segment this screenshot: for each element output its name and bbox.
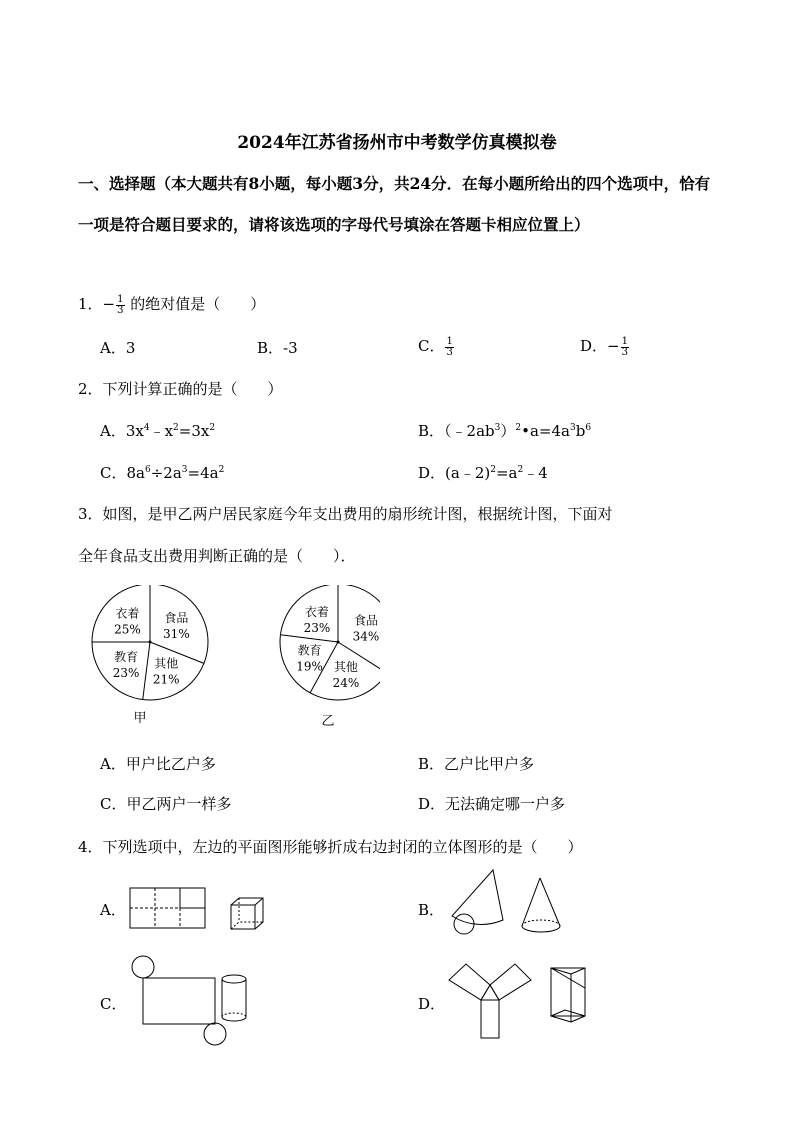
q4-option-b-label[interactable]: B． xyxy=(418,901,445,919)
pie-center xyxy=(149,641,152,644)
cube-icon xyxy=(231,898,263,929)
q4-option-d-figure[interactable] xyxy=(445,958,595,1043)
pie-value-clothing: 23% xyxy=(303,621,331,636)
q2-option-d[interactable]: D．$(a﹣2)^2=a^2﹣4$ xyxy=(418,464,548,482)
center-triangle xyxy=(481,985,499,1000)
pie-value-clothing: 25% xyxy=(114,622,141,637)
q2-option-a[interactable]: A．$3x^4﹣x^2=3x^2$ xyxy=(100,422,216,440)
q4-option-c-label[interactable]: C． xyxy=(100,995,127,1013)
q1-option-d[interactable]: D．− $\frac{1}{3}$ xyxy=(580,335,628,358)
pie-value-education: 19% xyxy=(296,659,323,674)
pie-slice-clothing-edge xyxy=(280,635,338,642)
pie-label-clothing: 衣着 xyxy=(115,606,140,621)
q4-option-c-figure[interactable] xyxy=(125,953,255,1048)
q2-option-b[interactable]: B．$(﹣2ab^3)^2•a=4a^3b^6$ xyxy=(418,422,592,440)
question-text: 的绝对值是（ ） xyxy=(130,295,266,313)
question-1-stem xyxy=(78,293,265,316)
pie-slice-education-edge xyxy=(143,642,150,700)
question-3-line-2: 全年食品支出费用判断正确的是（ ）． xyxy=(78,547,356,565)
side-rectangle xyxy=(143,978,215,1024)
pie-value-food: 34% xyxy=(352,629,380,644)
pie-value-other: 24% xyxy=(332,675,360,690)
pie-center xyxy=(337,641,340,644)
q1-option-b[interactable]: B．-3 xyxy=(257,339,298,357)
fraction: $\frac{1}{3}$ xyxy=(117,293,124,316)
bottom-circle xyxy=(204,1023,226,1045)
question-2-stem: 2．下列计算正确的是（ ） xyxy=(78,380,283,398)
pie-label-education: 教育 xyxy=(114,650,139,665)
cone-icon xyxy=(522,878,560,932)
q3-option-d[interactable]: D．无法确定哪一户多 xyxy=(418,795,566,813)
q4-option-a-figure[interactable] xyxy=(128,885,273,935)
q4-option-b-figure[interactable] xyxy=(448,868,588,940)
pie-label-other: 其他 xyxy=(333,659,358,674)
pie-charts xyxy=(80,585,380,735)
pie-label-food: 食品 xyxy=(164,611,189,626)
q2-option-c[interactable]: C．$8a^6\div 2a^3=4a^2$ xyxy=(100,464,225,482)
page-title: 2024年江苏省扬州市中考数学仿真模拟卷 xyxy=(237,133,557,153)
q4-option-a-label[interactable]: A． xyxy=(100,901,126,919)
pie-chart-jia xyxy=(92,585,208,726)
question-number: 1． xyxy=(78,295,103,313)
q3-option-c[interactable]: C．甲乙两户一样多 xyxy=(100,795,232,813)
q3-option-a[interactable]: A．甲户比乙户多 xyxy=(100,755,216,773)
question-3-line-1: 3．如图，是甲乙两户居民家庭今年支出费用的扇形统计图，根据统计图，下面对 xyxy=(78,505,613,523)
prism-icon xyxy=(551,968,585,1022)
sector-shape xyxy=(452,870,503,924)
pie-label-education: 教育 xyxy=(297,643,322,658)
pie-title: 甲 xyxy=(133,711,147,726)
pie-label-food: 食品 xyxy=(353,613,378,628)
pie-title: 乙 xyxy=(321,714,335,729)
pie-label-other: 其他 xyxy=(154,656,179,671)
question-4-stem: 4．下列选项中，左边的平面图形能够折成右边封闭的立体图形的是（ ） xyxy=(78,838,583,856)
bottom-rectangle xyxy=(481,1000,499,1038)
section-heading: 一、选择题（本大题共有8小题，每小题3分，共24分．在每小题所给出的四个选项中，恰有一项是符合题目要求的，请将该选项的字母代号填涂在答题卡相应位置上） xyxy=(78,174,711,234)
pie-chart-yi xyxy=(280,585,380,729)
q1-option-a[interactable]: A．3 xyxy=(100,339,136,357)
left-rectangle xyxy=(449,964,490,1000)
q1-option-c[interactable]: C． $\frac{1}{3}$ xyxy=(418,335,453,358)
cylinder-icon xyxy=(222,975,246,1021)
q4-option-d-label[interactable]: D． xyxy=(418,995,446,1013)
pie-value-education: 23% xyxy=(112,666,140,681)
q3-option-b[interactable]: B．乙户比甲户多 xyxy=(418,755,535,773)
right-rectangle xyxy=(490,964,531,1000)
pie-value-other: 21% xyxy=(152,672,180,687)
top-circle xyxy=(132,956,154,978)
pie-value-food: 31% xyxy=(163,627,190,642)
minus-sign: − xyxy=(102,295,116,313)
pie-label-clothing: 衣着 xyxy=(304,605,329,620)
